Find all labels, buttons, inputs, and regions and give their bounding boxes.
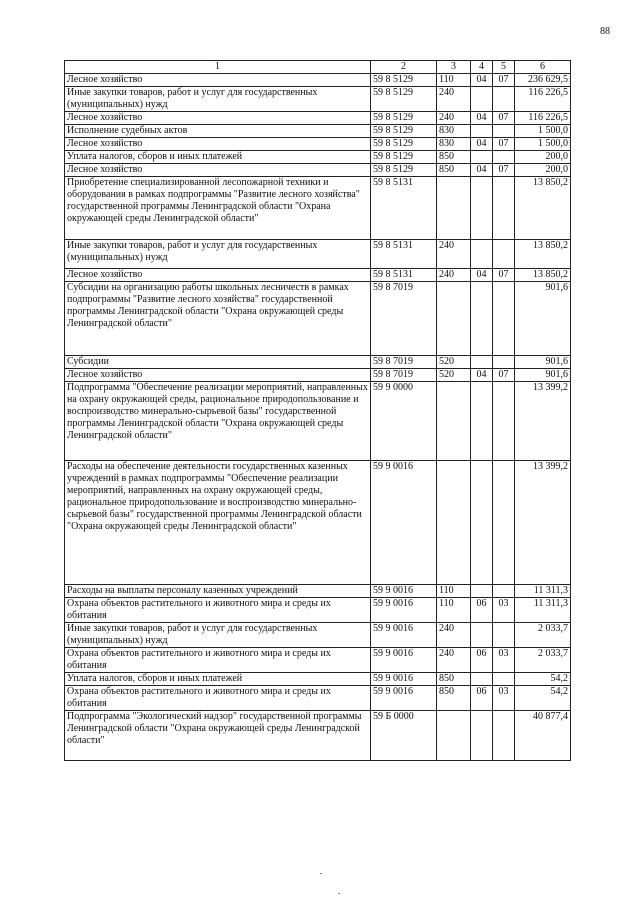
table-row xyxy=(65,356,571,369)
cell-name: Подпрограмма "Обеспечение реализации мероприятий, направленных на охрану окружающей среды, рациональное природопользование и воспроизводство минерально-сырьевой базы" государственной программы Ленинградской области "Охрана окружающей среды Ленинградской области" xyxy=(65,382,371,461)
table-row xyxy=(65,369,571,382)
cell-sum: 236 629,5 xyxy=(515,74,571,87)
cell-sum: 13 399,2 xyxy=(515,461,571,585)
table-row xyxy=(65,74,571,87)
cell-type: 240 xyxy=(437,87,471,112)
table-row xyxy=(65,177,571,240)
cell-type: 240 xyxy=(437,240,471,269)
cell-type xyxy=(437,282,471,356)
cell-name: Иные закупки товаров, работ и услуг для государственных (муниципальных) нужд xyxy=(65,240,371,269)
cell-code: 59 8 5129 xyxy=(371,74,437,87)
cell-subsection: 07 xyxy=(493,269,515,282)
cell-code: 59 8 5129 xyxy=(371,112,437,125)
cell-section xyxy=(471,125,493,138)
cell-name: Лесное хозяйство xyxy=(65,269,371,282)
cell-sum: 116 226,5 xyxy=(515,112,571,125)
cell-sum: 13 399,2 xyxy=(515,382,571,461)
cell-name: Охрана объектов растительного и животного мира и среды их обитания xyxy=(65,648,371,673)
cell-type: 520 xyxy=(437,369,471,382)
cell-sum: 200,0 xyxy=(515,151,571,164)
cell-sum: 13 850,2 xyxy=(515,240,571,269)
cell-sum: 1 500,0 xyxy=(515,138,571,151)
cell-section: 06 xyxy=(471,598,493,623)
cell-code: 59 8 5129 xyxy=(371,125,437,138)
cell-code: 59 8 5131 xyxy=(371,240,437,269)
budget-table xyxy=(64,60,571,761)
cell-type: 110 xyxy=(437,598,471,623)
cell-type: 110 xyxy=(437,74,471,87)
cell-sum: 901,6 xyxy=(515,356,571,369)
cell-sum: 54,2 xyxy=(515,673,571,686)
cell-subsection xyxy=(493,87,515,112)
cell-section: 04 xyxy=(471,138,493,151)
cell-type: 850 xyxy=(437,164,471,177)
cell-subsection: 03 xyxy=(493,598,515,623)
cell-subsection: 07 xyxy=(493,112,515,125)
cell-name: Лесное хозяйство xyxy=(65,369,371,382)
cell-section xyxy=(471,623,493,648)
cell-name: Расходы на обеспечение деятельности государственных казенных учреждений в рамках подпрограммы "Обеспечение реализации мероприятий, направленных на охрану окружающей среды, рациональное природопользование и воспроизводство минерально-сырьевой базы" государственной программы Ленинградской области "Охрана окружающей среды Ленинградской области" xyxy=(65,461,371,585)
cell-type xyxy=(437,177,471,240)
cell-subsection xyxy=(493,461,515,585)
table-row xyxy=(65,382,571,461)
cell-code: 59 8 5129 xyxy=(371,87,437,112)
table-row xyxy=(65,648,571,673)
cell-sum: 11 311,3 xyxy=(515,585,571,598)
cell-code: 59 9 0016 xyxy=(371,686,437,711)
cell-subsection xyxy=(493,151,515,164)
cell-type: 240 xyxy=(437,623,471,648)
cell-section xyxy=(471,87,493,112)
cell-code: 59 9 0016 xyxy=(371,461,437,585)
cell-section: 06 xyxy=(471,686,493,711)
cell-section: 04 xyxy=(471,112,493,125)
cell-sum: 13 850,2 xyxy=(515,177,571,240)
table-row xyxy=(65,269,571,282)
cell-name: Уплата налогов, сборов и иных платежей xyxy=(65,673,371,686)
cell-subsection: 03 xyxy=(493,686,515,711)
cell-section xyxy=(471,711,493,761)
cell-name: Иные закупки товаров, работ и услуг для государственных (муниципальных) нужд xyxy=(65,623,371,648)
cell-name: Охрана объектов растительного и животного мира и среды их обитания xyxy=(65,598,371,623)
cell-subsection xyxy=(493,382,515,461)
cell-code: 59 8 5131 xyxy=(371,269,437,282)
cell-code: 59 9 0016 xyxy=(371,673,437,686)
cell-name: Лесное хозяйство xyxy=(65,74,371,87)
cell-name: Субсидии xyxy=(65,356,371,369)
cell-section xyxy=(471,240,493,269)
cell-type: 240 xyxy=(437,269,471,282)
cell-code: 59 8 5131 xyxy=(371,177,437,240)
cell-subsection: 07 xyxy=(493,138,515,151)
cell-section: 04 xyxy=(471,369,493,382)
cell-code: 59 8 5129 xyxy=(371,164,437,177)
table-row xyxy=(65,87,571,112)
cell-name: Приобретение специализированной лесопожарной техники и оборудования в рамках подпрограммы "Развитие лесного хозяйства" государственной программы Ленинградской области "Охрана окружающей среды Ленинградской области" xyxy=(65,177,371,240)
scan-speck xyxy=(338,893,340,894)
cell-name: Подпрограмма "Экологический надзор" государственной программы Ленинградской области "Охрана окружающей среды Ленинградской области" xyxy=(65,711,371,761)
table-row xyxy=(65,461,571,585)
cell-name: Исполнение судебных актов xyxy=(65,125,371,138)
cell-code: 59 8 7019 xyxy=(371,356,437,369)
header-cell-subsection: 5 xyxy=(493,61,515,74)
cell-subsection xyxy=(493,711,515,761)
cell-type: 850 xyxy=(437,686,471,711)
table-row xyxy=(65,686,571,711)
cell-subsection xyxy=(493,673,515,686)
cell-section: 04 xyxy=(471,164,493,177)
table-row xyxy=(65,585,571,598)
table-row xyxy=(65,711,571,761)
cell-section xyxy=(471,673,493,686)
cell-sum: 54,2 xyxy=(515,686,571,711)
cell-type: 850 xyxy=(437,673,471,686)
cell-subsection: 07 xyxy=(493,164,515,177)
cell-code: 59 9 0000 xyxy=(371,382,437,461)
header-cell-type: 3 xyxy=(437,61,471,74)
cell-subsection xyxy=(493,623,515,648)
cell-sum: 1 500,0 xyxy=(515,125,571,138)
cell-type xyxy=(437,382,471,461)
cell-subsection xyxy=(493,240,515,269)
cell-sum: 40 877,4 xyxy=(515,711,571,761)
cell-code: 59 9 0016 xyxy=(371,623,437,648)
cell-name: Лесное хозяйство xyxy=(65,164,371,177)
table-row xyxy=(65,598,571,623)
table-row xyxy=(65,164,571,177)
cell-subsection xyxy=(493,585,515,598)
cell-code: 59 8 5129 xyxy=(371,151,437,164)
cell-type: 830 xyxy=(437,138,471,151)
cell-code: 59 9 0016 xyxy=(371,598,437,623)
cell-subsection: 03 xyxy=(493,648,515,673)
cell-subsection: 07 xyxy=(493,369,515,382)
cell-code: 59 8 7019 xyxy=(371,369,437,382)
header-cell-section: 4 xyxy=(471,61,493,74)
cell-section xyxy=(471,177,493,240)
header-cell-sum: 6 xyxy=(515,61,571,74)
cell-name: Лесное хозяйство xyxy=(65,112,371,125)
cell-sum: 116 226,5 xyxy=(515,87,571,112)
scan-speck xyxy=(320,873,322,874)
cell-sum: 200,0 xyxy=(515,164,571,177)
cell-type xyxy=(437,711,471,761)
header-row xyxy=(65,61,571,74)
cell-subsection xyxy=(493,282,515,356)
cell-section xyxy=(471,585,493,598)
cell-sum: 2 033,7 xyxy=(515,623,571,648)
cell-code: 59 9 0016 xyxy=(371,648,437,673)
table-row xyxy=(65,673,571,686)
cell-code: 59 8 5129 xyxy=(371,138,437,151)
cell-section xyxy=(471,382,493,461)
cell-subsection: 07 xyxy=(493,74,515,87)
cell-name: Лесное хозяйство xyxy=(65,138,371,151)
cell-name: Расходы на выплаты персоналу казенных учреждений xyxy=(65,585,371,598)
table-row xyxy=(65,112,571,125)
table-row xyxy=(65,138,571,151)
cell-type: 240 xyxy=(437,112,471,125)
table-row xyxy=(65,240,571,269)
cell-subsection xyxy=(493,177,515,240)
cell-name: Охрана объектов растительного и животного мира и среды их обитания xyxy=(65,686,371,711)
cell-code: 59 Б 0000 xyxy=(371,711,437,761)
cell-section xyxy=(471,151,493,164)
header-cell-code: 2 xyxy=(371,61,437,74)
table-row xyxy=(65,151,571,164)
cell-subsection xyxy=(493,125,515,138)
cell-section: 06 xyxy=(471,648,493,673)
cell-section xyxy=(471,461,493,585)
cell-section: 04 xyxy=(471,269,493,282)
cell-sum: 901,6 xyxy=(515,282,571,356)
cell-type: 110 xyxy=(437,585,471,598)
cell-type: 850 xyxy=(437,151,471,164)
cell-subsection xyxy=(493,356,515,369)
cell-code: 59 8 7019 xyxy=(371,282,437,356)
cell-section xyxy=(471,356,493,369)
cell-sum: 901,6 xyxy=(515,369,571,382)
cell-sum: 11 311,3 xyxy=(515,598,571,623)
table-row xyxy=(65,623,571,648)
page-number: 88 xyxy=(600,26,610,37)
cell-section xyxy=(471,282,493,356)
cell-name: Уплата налогов, сборов и иных платежей xyxy=(65,151,371,164)
cell-type xyxy=(437,461,471,585)
cell-name: Субсидии на организацию работы школьных лесничеств в рамках подпрограммы "Развитие лесного хозяйства" государственной программы Ленинградской области "Охрана окружающей среды Ленинградской области" xyxy=(65,282,371,356)
cell-section: 04 xyxy=(471,74,493,87)
cell-type: 830 xyxy=(437,125,471,138)
cell-type: 520 xyxy=(437,356,471,369)
cell-type: 240 xyxy=(437,648,471,673)
table-row xyxy=(65,125,571,138)
header-cell-name: 1 xyxy=(65,61,371,74)
cell-name: Иные закупки товаров, работ и услуг для государственных (муниципальных) нужд xyxy=(65,87,371,112)
cell-sum: 2 033,7 xyxy=(515,648,571,673)
table-row xyxy=(65,282,571,356)
cell-sum: 13 850,2 xyxy=(515,269,571,282)
cell-code: 59 9 0016 xyxy=(371,585,437,598)
